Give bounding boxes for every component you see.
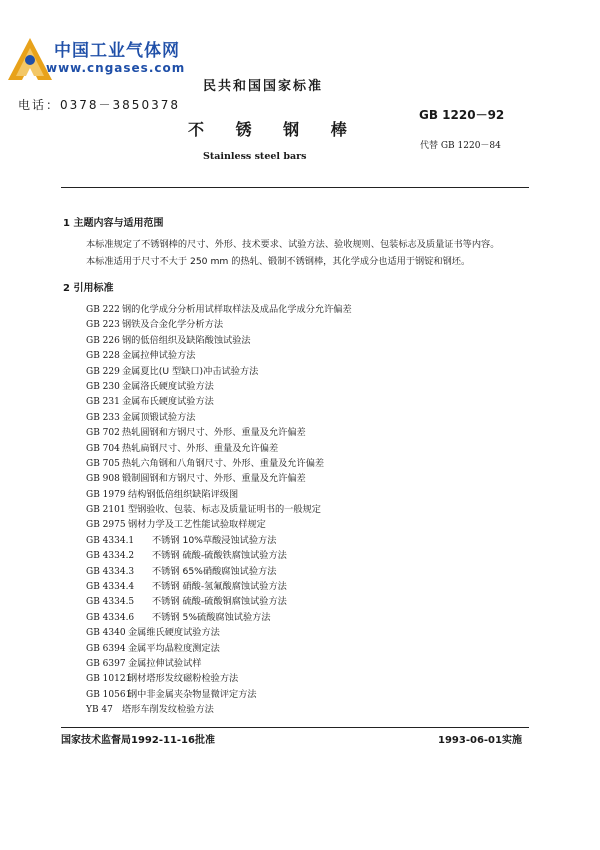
reference-code: GB 226 — [86, 335, 120, 346]
reference-code: GB 230 — [86, 381, 120, 392]
reference-item — [86, 564, 352, 579]
reference-item — [86, 594, 352, 609]
scope-paragraph: 本标准适用于尺寸不大于 250 mm 的热轧、锻制不锈钢棒，其化学成分也适用于钢锭和钢坯。 — [86, 256, 471, 267]
reference-item — [86, 610, 352, 625]
reference-item — [86, 425, 352, 440]
reference-item — [86, 625, 352, 640]
reference-title: 不锈钢 65%硝酸腐蚀试验方法 — [152, 565, 277, 577]
reference-title: 结构钢低倍组织缺陷评级图 — [128, 488, 239, 500]
reference-code: YB 47 — [86, 705, 113, 716]
watermark-site-name: 中国工业气体网 — [54, 41, 180, 61]
reference-code: GB 2975 — [86, 520, 126, 531]
reference-item — [86, 579, 352, 594]
reference-code: GB 2101 — [86, 505, 126, 516]
reference-code: GB 231 — [86, 397, 120, 408]
reference-title: 金属拉伸试验试样 — [128, 657, 202, 669]
reference-title: 金属洛氏硬度试验方法 — [122, 380, 214, 392]
reference-code: GB 6397 — [86, 658, 126, 669]
reference-title: 金属拉伸试验方法 — [122, 350, 196, 362]
reference-item — [86, 317, 352, 332]
reference-item — [86, 656, 352, 671]
reference-item — [86, 671, 352, 686]
issuing-organization: 民共和国国家标准 — [203, 79, 324, 94]
reference-code: GB 228 — [86, 351, 120, 362]
watermark-phone: 电话：0378－3850378 — [18, 98, 180, 112]
reference-item — [86, 333, 352, 348]
reference-code: GB 229 — [86, 366, 120, 377]
reference-title: 金属夏比(U 型缺口)冲击试验方法 — [122, 365, 259, 377]
watermark-logo — [6, 34, 216, 96]
reference-code: GB 222 — [86, 305, 120, 315]
reference-item — [86, 533, 352, 548]
standard-number: GB 1220－92 — [419, 108, 505, 122]
reference-item — [86, 410, 352, 425]
reference-item — [86, 502, 352, 517]
reference-code: GB 233 — [86, 412, 120, 423]
watermark-site-url: www.cngases.com — [46, 61, 186, 75]
reference-item — [86, 302, 352, 317]
reference-code: GB 6394 — [86, 643, 126, 654]
reference-item — [86, 394, 352, 409]
reference-title: 金属平均晶粒度测定法 — [128, 642, 220, 654]
document-title: 不 锈 钢 棒 — [188, 120, 360, 139]
reference-code: GB 4334.5 — [86, 597, 135, 608]
reference-code: GB 4334.1 — [86, 535, 135, 546]
approval-statement: 国家技术监督局1992-11-16批准 — [61, 735, 215, 746]
reference-code: GB 705 — [86, 458, 120, 469]
reference-title: 金属维氏硬度试验方法 — [128, 627, 220, 639]
header-divider — [61, 187, 529, 188]
reference-title: 不锈钢 硝酸-氢氟酸腐蚀试验方法 — [152, 581, 287, 593]
implementation-date: 1993-06-01实施 — [438, 735, 522, 746]
reference-item — [86, 517, 352, 532]
reference-code: GB 908 — [86, 474, 120, 485]
reference-title: 钢的化学成分分析用试样取样法及成品化学成分允许偏差 — [122, 304, 352, 315]
reference-code: GB 4334.4 — [86, 582, 135, 593]
reference-title: 钢材力学及工艺性能试验取样规定 — [128, 519, 266, 531]
reference-item — [86, 364, 352, 379]
section-heading-scope: 1 主题内容与适用范围 — [63, 218, 164, 229]
reference-title: 塔形车削发纹检验方法 — [122, 704, 214, 716]
document-title-english: Stainless steel bars — [203, 151, 307, 162]
reference-title: 热轧圆钢和方钢尺寸、外形、重量及允许偏差 — [122, 427, 306, 439]
reference-item — [86, 687, 352, 702]
section-heading-references: 2 引用标准 — [63, 283, 114, 294]
reference-title: 金属布氏硬度试验方法 — [122, 396, 214, 408]
reference-code: GB 1979 — [86, 489, 126, 500]
reference-code: GB 704 — [86, 443, 120, 454]
reference-title: 不锈钢 硫酸-硫酸铜腐蚀试验方法 — [152, 596, 287, 608]
reference-item — [86, 548, 352, 563]
reference-title: 金属顶锻试验方法 — [122, 411, 196, 423]
reference-code: GB 223 — [86, 320, 120, 331]
reference-title: 热轧六角钢和八角钢尺寸、外形、重量及允许偏差 — [122, 457, 325, 469]
reference-item — [86, 348, 352, 363]
reference-code: GB 4334.6 — [86, 612, 135, 623]
footer-divider — [61, 727, 529, 728]
reference-item — [86, 456, 352, 471]
reference-code: GB 4334.3 — [86, 566, 135, 577]
reference-code: GB 4334.2 — [86, 551, 135, 562]
reference-title: 钢材塔形发纹磁粉检验方法 — [128, 673, 239, 685]
reference-title: 热轧扁钢尺寸、外形、重量及允许偏差 — [122, 442, 279, 454]
reference-code: GB 10121 — [86, 674, 132, 685]
reference-title: 不锈钢 5%硫酸腐蚀试验方法 — [152, 611, 271, 623]
reference-title: 型钢验收、包装、标志及质量证明书的一般规定 — [128, 504, 321, 516]
reference-title: 不锈钢 硫酸-硫酸铁腐蚀试验方法 — [152, 550, 287, 562]
reference-title: 钢中非金属夹杂物显微评定方法 — [128, 688, 257, 700]
reference-title: 不锈钢 10%草酸浸蚀试验方法 — [152, 534, 277, 546]
reference-code: GB 702 — [86, 428, 120, 439]
reference-item — [86, 441, 352, 456]
reference-item — [86, 702, 352, 717]
reference-list — [86, 302, 352, 718]
reference-item — [86, 487, 352, 502]
reference-item — [86, 379, 352, 394]
reference-title: 钢铁及合金化学分析方法 — [122, 319, 224, 331]
reference-code: GB 10561 — [86, 689, 132, 700]
reference-item — [86, 471, 352, 486]
scope-paragraph: 本标准规定了不锈钢棒的尺寸、外形、技术要求、试验方法、验收规则、包装标志及质量证书等内容。 — [86, 239, 500, 250]
reference-title: 锻制圆钢和方钢尺寸、外形、重量及允许偏差 — [122, 473, 306, 485]
replaces-standard: 代替 GB 1220－84 — [420, 141, 501, 151]
reference-item — [86, 641, 352, 656]
reference-code: GB 4340 — [86, 628, 126, 639]
reference-title: 钢的低倍组织及缺陷酸蚀试验法 — [122, 334, 251, 346]
